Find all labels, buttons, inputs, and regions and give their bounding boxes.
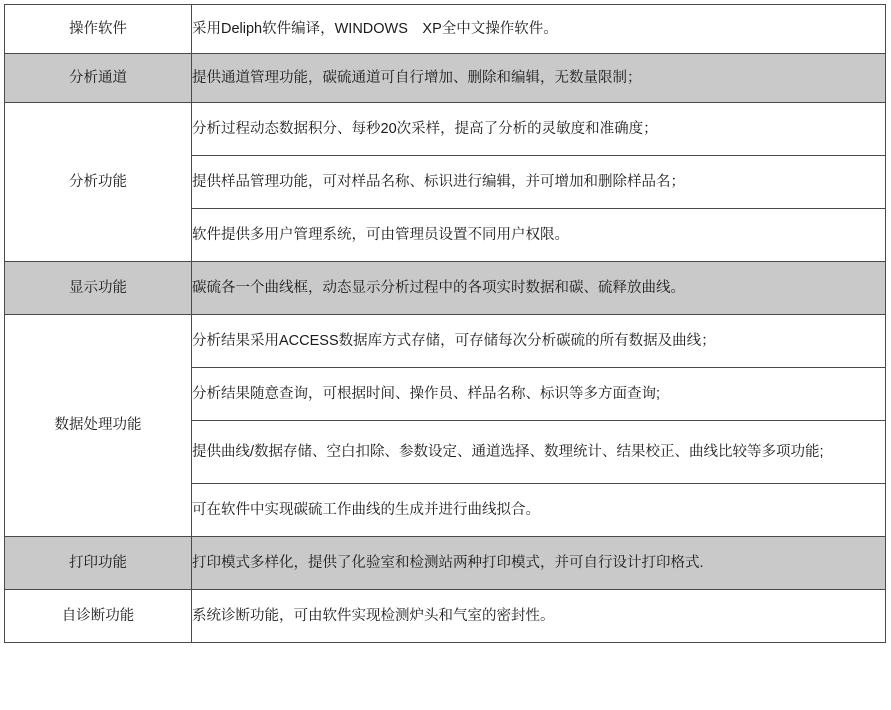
row-description: 分析结果采用ACCESS数据库方式存储，可存储每次分析碳硫的所有数据及曲线； <box>192 315 886 368</box>
table-row <box>5 262 886 315</box>
table-row <box>5 54 886 103</box>
row-label: 分析功能 <box>5 103 192 262</box>
row-label: 分析通道 <box>5 54 192 103</box>
specification-table <box>4 4 886 643</box>
row-description: 系统诊断功能，可由软件实现检测炉头和气室的密封性。 <box>192 590 886 643</box>
row-label: 数据处理功能 <box>5 315 192 537</box>
row-description: 提供曲线/数据存储、空白扣除、参数设定、通道选择、数理统计、结果校正、曲线比较等多项功能; <box>192 421 886 484</box>
row-description: 提供样品管理功能，可对样品名称、标识进行编辑，并可增加和删除样品名； <box>192 156 886 209</box>
table-row <box>5 5 886 54</box>
table-row <box>5 537 886 590</box>
table-row <box>5 103 886 156</box>
row-description: 碳硫各一个曲线框，动态显示分析过程中的各项实时数据和碳、硫释放曲线。 <box>192 262 886 315</box>
row-description: 软件提供多用户管理系统，可由管理员设置不同用户权限。 <box>192 209 886 262</box>
table-row <box>5 315 886 368</box>
row-description: 可在软件中实现碳硫工作曲线的生成并进行曲线拟合。 <box>192 484 886 537</box>
row-description: 采用Deliph软件编译，WINDOWS XP全中文操作软件。 <box>192 5 886 54</box>
row-description: 打印模式多样化，提供了化验室和检测站两种打印模式，并可自行设计打印格式. <box>192 537 886 590</box>
row-description: 分析结果随意查询，可根据时间、操作员、样品名称、标识等多方面查询; <box>192 368 886 421</box>
row-label: 操作软件 <box>5 5 192 54</box>
row-label: 显示功能 <box>5 262 192 315</box>
table-row <box>5 590 886 643</box>
row-description: 提供通道管理功能，碳硫通道可自行增加、删除和编辑，无数量限制； <box>192 54 886 103</box>
row-label: 打印功能 <box>5 537 192 590</box>
table-body <box>5 5 886 643</box>
row-description: 分析过程动态数据积分、每秒20次采样，提高了分析的灵敏度和准确度； <box>192 103 886 156</box>
row-label: 自诊断功能 <box>5 590 192 643</box>
